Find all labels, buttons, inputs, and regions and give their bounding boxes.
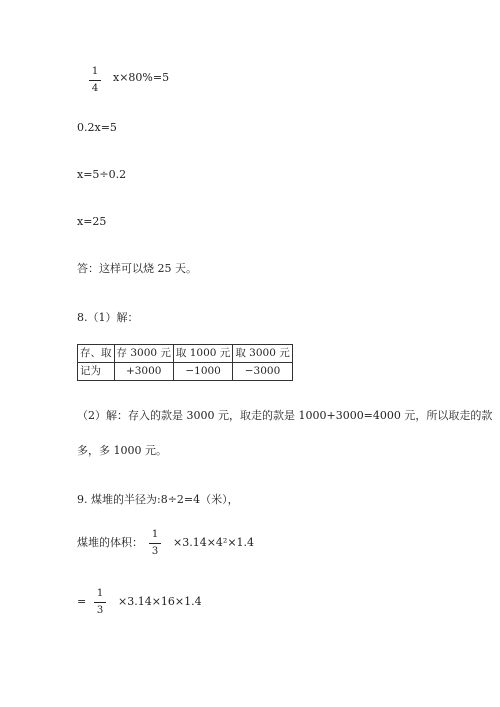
q9-equals-expression: ×3.14×16×1.4: [118, 595, 202, 608]
q9-heading: 9. 煤堆的半径为:8÷2=4（米），: [77, 493, 239, 506]
equation-line-3: x=5÷0.2: [77, 168, 127, 181]
q8-part2-line-1: （2）解：存入的款是 3000 元，取走的款是 1000+3000=4000 元，所以取走的款: [77, 409, 493, 422]
table-cell: −3000: [233, 363, 292, 381]
q9-volume-label: 煤堆的体积：: [77, 536, 143, 549]
fraction-one-quarter: [89, 67, 101, 94]
fraction-denominator: 3: [151, 546, 159, 557]
equation-line-4: x=25: [77, 215, 107, 228]
table-header-cell: 取 3000 元: [233, 345, 292, 363]
fraction-bar: [94, 602, 106, 603]
table-cell: 记为: [78, 363, 115, 381]
q8-heading: 8.（1）解：: [77, 311, 139, 324]
fraction-one-third: [94, 589, 106, 616]
table-header-cell: 取 1000 元: [173, 345, 232, 363]
fraction-denominator: 4: [91, 83, 99, 94]
table-cell: +3000: [114, 363, 173, 381]
fraction-numerator: 1: [151, 529, 159, 540]
deposit-withdraw-table: [77, 344, 293, 381]
equation-line-2: 0.2x=5: [77, 121, 117, 134]
fraction-denominator: 3: [96, 605, 104, 616]
table-header-cell: 存 3000 元: [114, 345, 173, 363]
table-cell: −1000: [173, 363, 232, 381]
table-row: [78, 363, 293, 381]
q9-equals-sign: =: [77, 595, 87, 608]
equation-line-1: x×80%=5: [113, 71, 170, 84]
table-header-cell: 存、取: [78, 345, 115, 363]
answer-line: 答：这样可以烧 25 天。: [77, 262, 197, 275]
q9-volume-expression: ×3.14×4²×1.4: [173, 536, 255, 549]
fraction-one-third: [149, 530, 161, 557]
fraction-bar: [149, 543, 161, 544]
fraction-numerator: 1: [91, 66, 99, 77]
q8-part2-line-2: 多，多 1000 元。: [77, 444, 167, 457]
fraction-numerator: 1: [96, 588, 104, 599]
table-row: [78, 345, 293, 363]
fraction-bar: [89, 80, 101, 81]
